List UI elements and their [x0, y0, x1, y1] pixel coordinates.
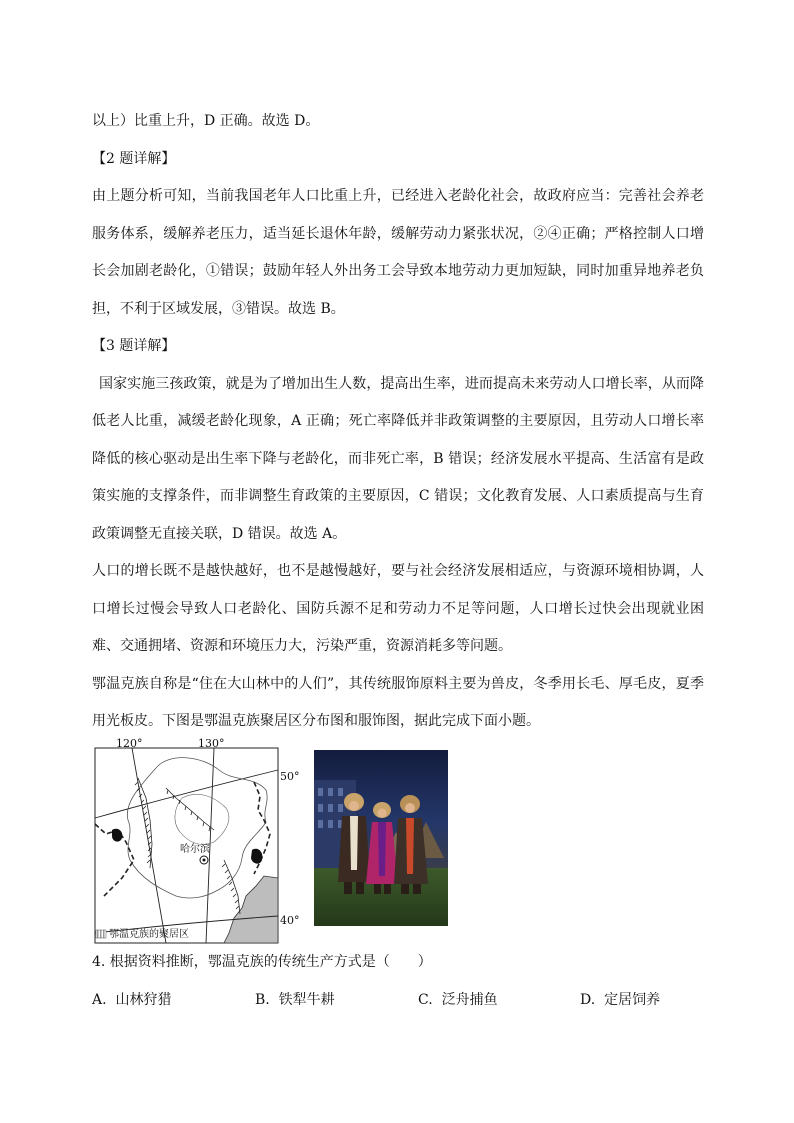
- lon-label-120: 120°: [116, 737, 143, 750]
- question-4-options: [92, 989, 692, 1011]
- option-c-text: 泛舟捕鱼: [441, 992, 498, 1008]
- option-b[interactable]: [255, 989, 335, 1009]
- heading-q3: 【3 题详解】: [92, 338, 176, 354]
- paragraph-1: 以上）比重上升，D 正确。故选 D。: [92, 113, 320, 129]
- option-b-key: B.: [255, 992, 270, 1008]
- distribution-map: [94, 737, 300, 944]
- paragraph-population: 人口的增长既不是越快越好，也不是越慢越好，要与社会经济发展相适应，与资源环境相协调，人口增长过慢会导致人口老龄化、国防兵源不足和劳动力不足等问题，人口增长过快会出现就业困难、交通拥堵、资源和环境压力大，污染严重，资源消耗多等问题。: [92, 563, 704, 654]
- paragraph-ewenki-intro: 鄂温克族自称是“住在大山林中的人们”，其传统服饰原料主要为兽皮，冬季用长毛、厚毛皮，夏季用光板皮。下图是鄂温克族聚居区分布图和服饰图，据此完成下面小题。: [92, 675, 704, 729]
- lat-label-40: 40°: [280, 914, 300, 927]
- option-c[interactable]: [418, 989, 498, 1009]
- city-label-harbin: 哈尔滨: [180, 844, 210, 855]
- map-legend-label: 鄂温克族的聚居区: [109, 929, 189, 940]
- option-a-key: A.: [92, 992, 107, 1008]
- option-d-key: D.: [580, 992, 596, 1008]
- answer-text: [92, 103, 704, 741]
- figure-area: [94, 738, 454, 948]
- lon-label-130: 130°: [198, 737, 225, 750]
- question-4-stem: 4. 根据资料推断，鄂温克族的传统生产方式是（ ）: [92, 954, 432, 970]
- lat-label-50: 50°: [280, 770, 300, 783]
- map-drawing: [94, 738, 284, 944]
- option-c-key: C.: [418, 992, 433, 1008]
- option-d-text: 定居饲养: [604, 992, 661, 1008]
- costume-photo: [314, 750, 448, 926]
- option-d[interactable]: [580, 989, 660, 1009]
- costume-photo-drawing: [314, 750, 448, 926]
- option-a-text: 山林狩猎: [115, 992, 172, 1008]
- heading-q2: 【2 题详解】: [92, 150, 176, 167]
- option-b-text: 铁犁牛耕: [278, 992, 335, 1008]
- paragraph-q2: 由上题分析可知，当前我国老年人口比重上升，已经进入老龄化社会，故政府应当：完善社会养老服务体系，缓解养老压力，适当延长退休年龄，缓解劳动力紧张状况，②④正确；严格控制人口增长会加剧老龄化，①错误；鼓励年轻人外出务工会导致本地劳动力更加短缺，同时加重异地养老负担，不利于区域发展，③错误。故选 B。: [92, 188, 704, 317]
- option-a[interactable]: [92, 989, 171, 1009]
- paragraph-q3: 国家实施三孩政策，就是为了增加出生人数，提高出生率，进而提高未来劳动人口增长率，从而降低老人比重，减缓老龄化现象，A 正确；死亡率降低并非政策调整的主要原因，且劳动人口增长率降低的核心驱动是出生率下降与老龄化，而非死亡率，B 错误；经济发展水平提高、生活富有是政策实施的支撑条件，而非调整生育政策的主要原因，C 错误；文化教育发展、人口素质提高与生育政策调整无直接关联，D 错误。故选 A。: [92, 375, 704, 542]
